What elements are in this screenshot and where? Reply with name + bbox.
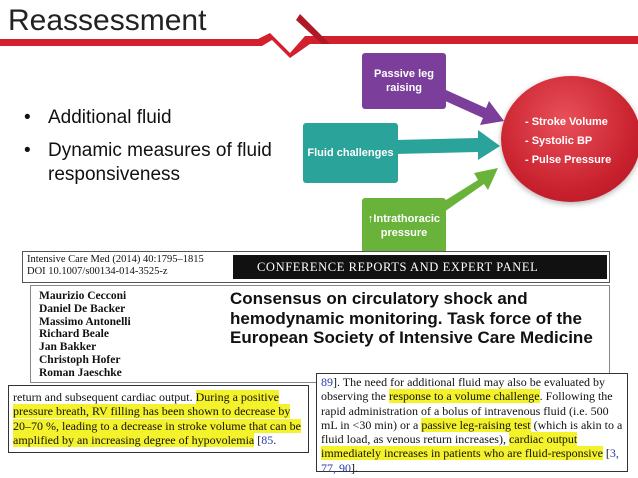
intrathoracic-box: ↑Intrathoracic pressure <box>362 198 446 254</box>
bullet-dot: • <box>24 140 31 161</box>
author: Christoph Hofer <box>39 353 121 366</box>
author: Jan Bakker <box>39 341 97 354</box>
excerpt-text: ]. The need for additional fluid may also be evaluated by observing the <box>321 375 606 404</box>
citation-line: Intensive Care Med (2014) 40:1795–1815 <box>27 254 204 265</box>
excerpt-text: [ <box>602 446 610 461</box>
excerpt-text: [ <box>254 432 262 447</box>
section-banner: CONFERENCE REPORTS AND EXPERT PANEL <box>233 255 607 279</box>
paper-title: Consensus on circulatory shock and hemodynamic monitoring. Task force of the European Society of Intensive Care Medicine <box>230 289 593 347</box>
excerpt-text: ]. <box>351 460 358 475</box>
bullet-text: Dynamic measures of fluid responsiveness <box>48 140 272 185</box>
highlighted-text: passive leg-raising test <box>421 417 531 432</box>
green-arrow <box>438 168 498 212</box>
purple-arrow <box>443 90 504 125</box>
outcome-item: - Systolic BP <box>525 135 593 147</box>
author-list <box>39 290 131 380</box>
outcome-item: - Stroke Volume <box>525 116 608 128</box>
author: Roman Jaeschke <box>39 366 122 379</box>
paper-header <box>30 285 610 383</box>
excerpt-text: . <box>273 432 277 447</box>
excerpt-text: . Following the rapid administration of a bolus of intravenous fluid (i.e. 500 mL in <30 min) or a <box>321 389 613 432</box>
bullet-text: Additional fluid <box>48 107 172 128</box>
highlighted-text: cardiac output immediately increases in patients who are fluid-responsive <box>321 432 603 461</box>
passive-leg-box: Passive leg raising <box>362 53 446 109</box>
outcome-item: - Pulse Pressure <box>525 154 612 166</box>
reference-link[interactable]: 85 <box>261 432 274 447</box>
excerpt-text: (which is akin to a fluid load, as venous return increases), <box>321 417 623 447</box>
reference-link[interactable]: 89 <box>321 375 333 389</box>
excerpt-right <box>316 373 628 475</box>
bullet-dot: • <box>24 107 31 128</box>
slide-title: Reassessment <box>8 4 207 37</box>
excerpt-left <box>8 385 309 453</box>
outcome-list <box>525 113 611 170</box>
highlighted-text: response to a volume challenge <box>389 389 540 404</box>
teal-arrow <box>395 130 500 160</box>
reference-link[interactable]: 3, 77, 90 <box>321 446 619 475</box>
author: Richard Beale <box>39 328 109 341</box>
author: Maurizio Cecconi <box>39 290 127 302</box>
author: Massimo Antonelli <box>39 315 131 328</box>
journal-header <box>22 251 610 283</box>
journal-citation <box>27 254 204 278</box>
author: Daniel De Backer <box>39 302 126 315</box>
doi-line: DOI 10.1007/s00134-014-3525-z <box>27 266 168 277</box>
highlighted-text: During a positive pressure breath, RV filling has been shown to decrease by 20–70 %, leading to a decrease in stroke volume that can be amplified by an increasing degree of hypovolemia <box>13 390 301 447</box>
excerpt-text: return and subsequent cardiac output. <box>13 390 196 404</box>
fluid-challenges-box: Fluid challenges <box>303 123 398 183</box>
